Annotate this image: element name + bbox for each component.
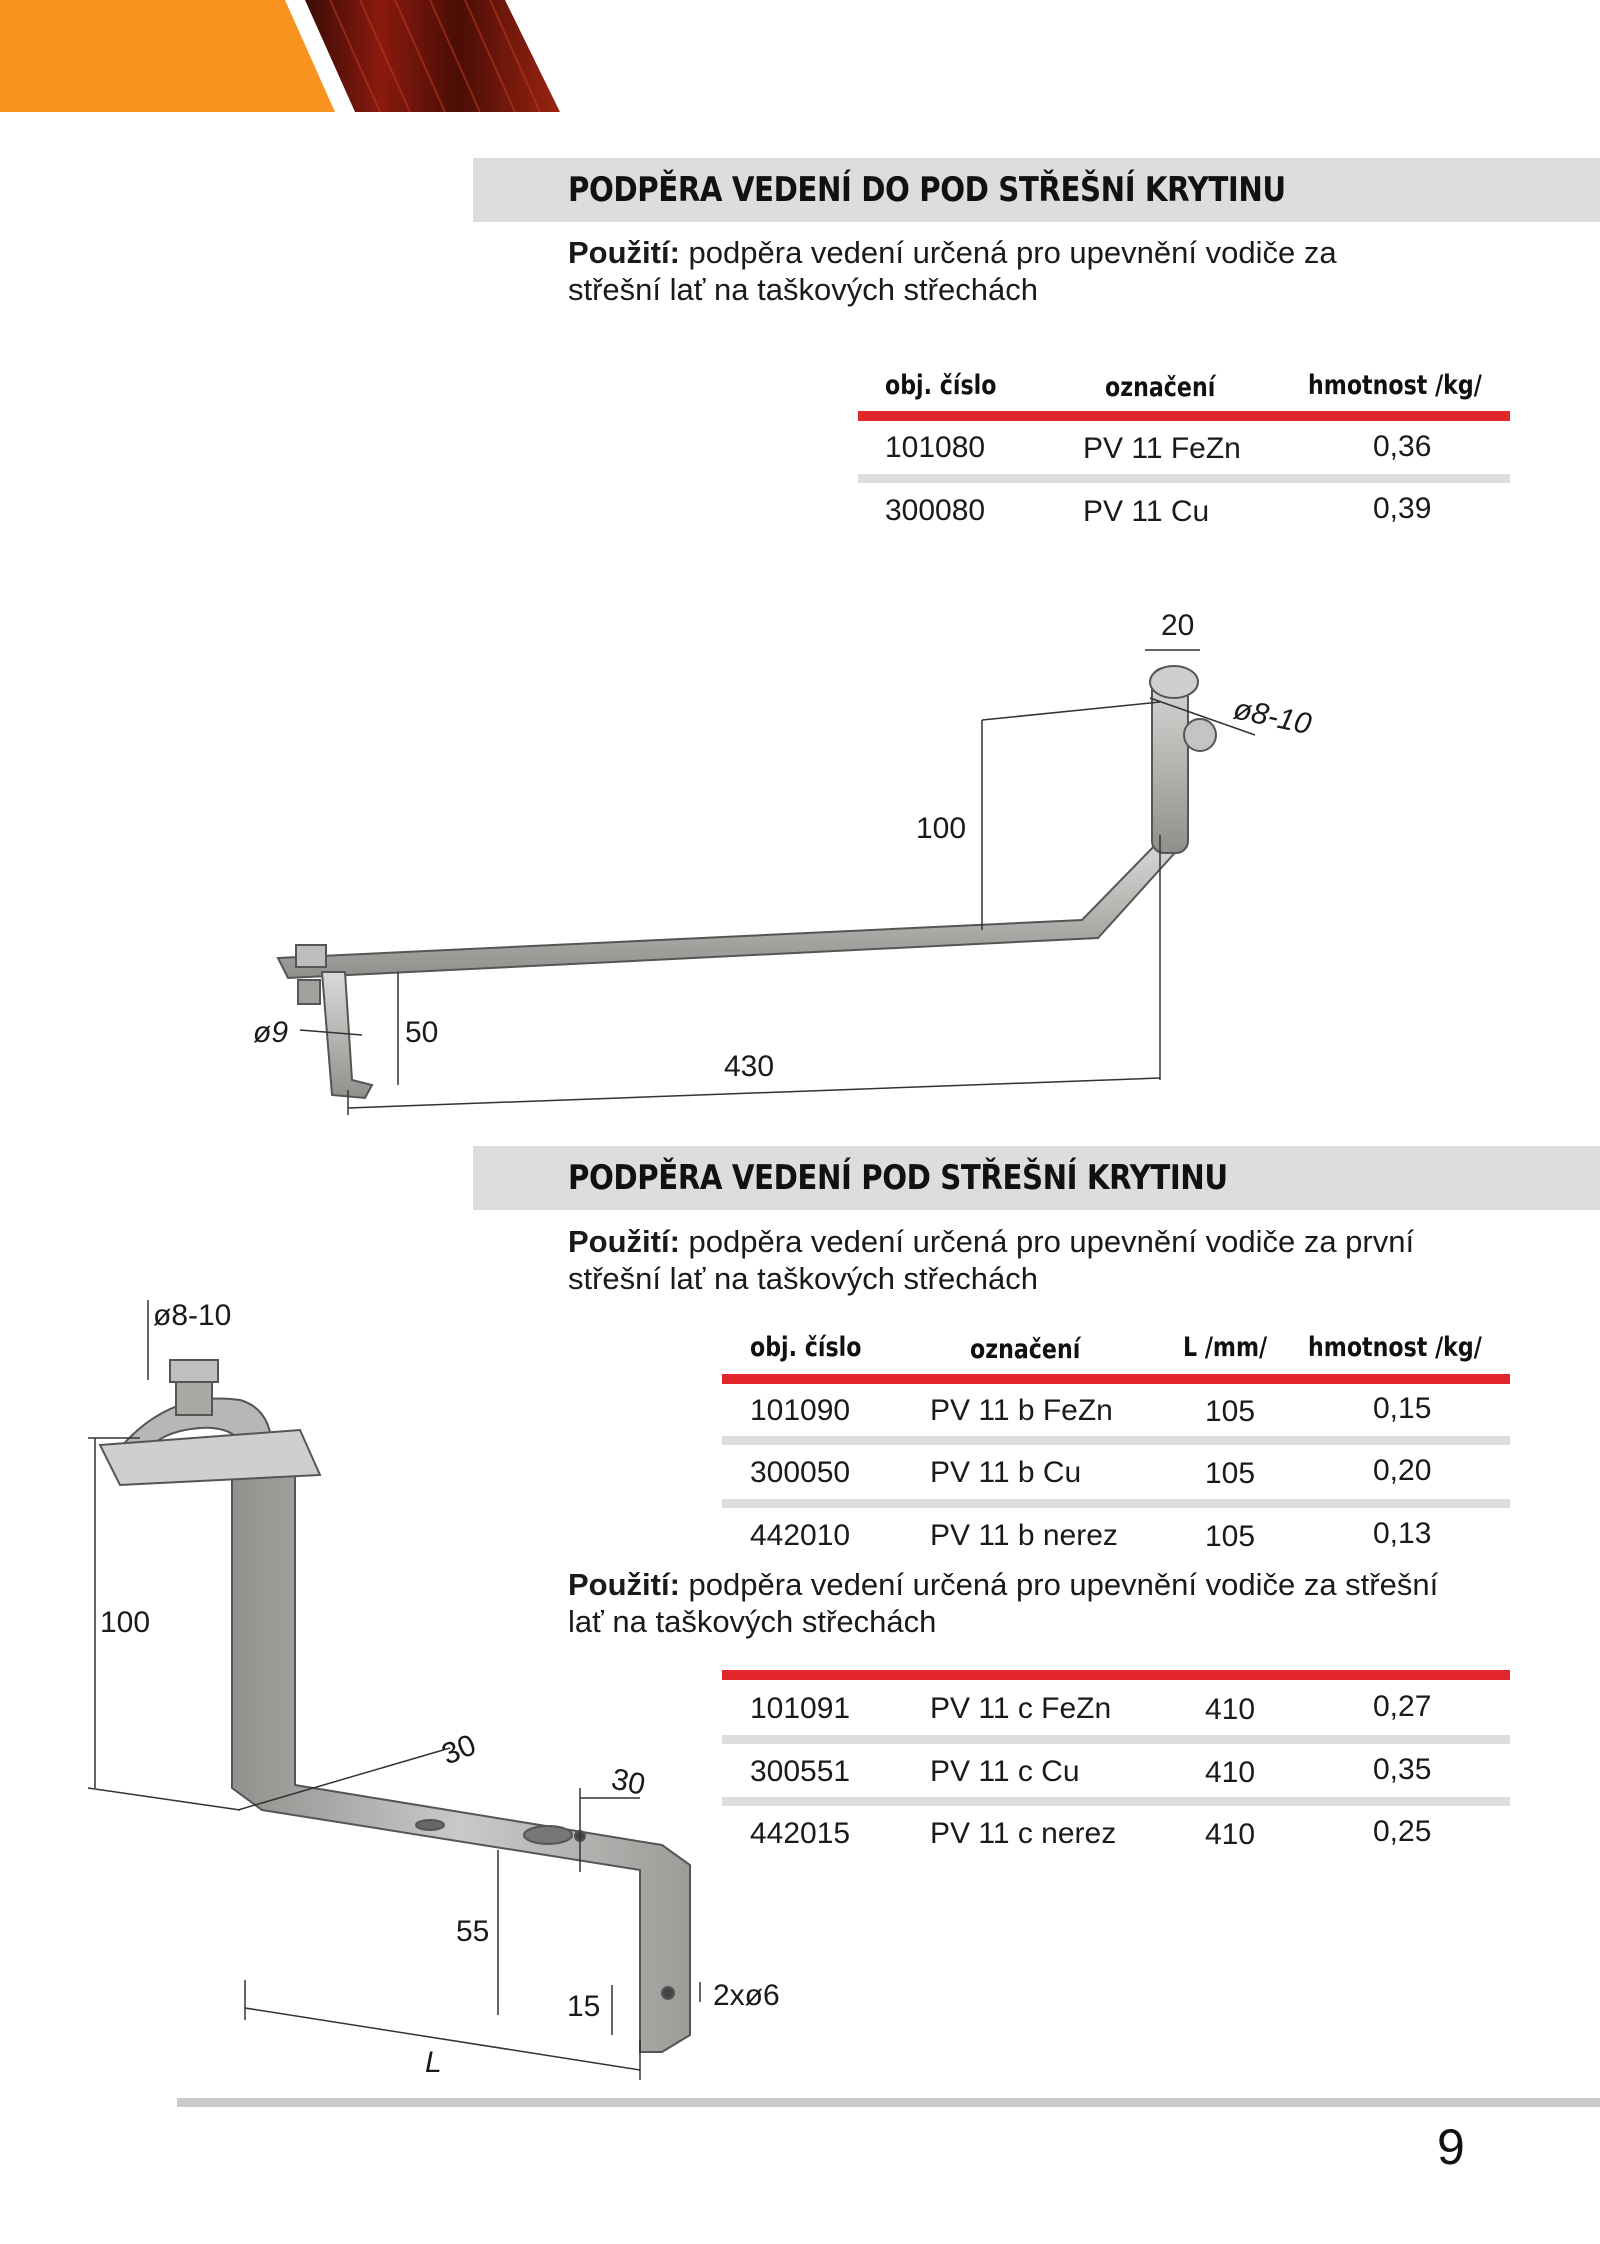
dim-15: 15 <box>567 1990 601 2023</box>
col-header-code: obj. číslo <box>885 370 997 401</box>
cell-weight: 0,36 <box>1373 430 1432 463</box>
cell-code: 101090 <box>750 1394 851 1427</box>
usage-label: Použití: <box>568 1224 680 1259</box>
cell-weight: 0,35 <box>1373 1753 1432 1786</box>
cell-name: PV 11 Cu <box>1083 495 1210 528</box>
col-header-weight: hmotnost /kg/ <box>1308 370 1482 401</box>
row-divider <box>722 1797 1510 1806</box>
cell-code: 300551 <box>750 1755 851 1788</box>
cell-code: 442010 <box>750 1519 851 1552</box>
dimension-lines <box>300 650 1255 1115</box>
usage-text-line2: střešní lať na taškových střechách <box>568 1261 1038 1296</box>
dim-100: 100 <box>100 1606 151 1639</box>
cell-length: 410 <box>1205 1693 1256 1726</box>
cell-name: PV 11 FeZn <box>1083 432 1241 465</box>
cell-weight: 0,13 <box>1373 1517 1432 1550</box>
row-divider <box>722 1499 1510 1508</box>
cell-length: 410 <box>1205 1756 1256 1789</box>
dim-55: 55 <box>456 1915 490 1948</box>
cell-code: 101080 <box>885 431 986 464</box>
dim-50: 50 <box>405 1016 439 1049</box>
dim-diameter-8-10: ø8-10 <box>153 1299 232 1332</box>
usage-label: Použití: <box>568 1567 680 1602</box>
dim-diameter-9: ø9 <box>253 1016 289 1049</box>
cell-length: 410 <box>1205 1818 1256 1851</box>
cell-weight: 0,20 <box>1373 1454 1432 1487</box>
row-divider <box>722 1735 1510 1744</box>
cell-weight: 0,39 <box>1373 492 1432 525</box>
cell-name: PV 11 b FeZn <box>930 1394 1113 1427</box>
dim-2x-diameter-6: 2xø6 <box>713 1979 780 2012</box>
dim-100: 100 <box>916 812 967 845</box>
dim-30-a: 30 <box>437 1728 481 1772</box>
page-number: 9 <box>1437 2119 1465 2175</box>
section1-title: PODPĚRA VEDENÍ DO POD STŘEŠNÍ KRYTINU <box>568 170 1286 210</box>
dim-diameter-8-10: ø8-10 <box>1230 692 1315 742</box>
cell-name: PV 11 c nerez <box>930 1817 1117 1850</box>
dim-430: 430 <box>724 1050 775 1083</box>
footer-rule <box>177 2098 1600 2107</box>
cell-code: 300080 <box>885 494 986 527</box>
bracket-shape <box>100 1360 690 2052</box>
cell-length: 105 <box>1205 1395 1256 1428</box>
cell-code: 101091 <box>750 1692 851 1725</box>
cell-weight: 0,25 <box>1373 1815 1432 1848</box>
col-header-name: označení <box>1105 372 1216 403</box>
dim-L: L <box>425 2046 442 2079</box>
cell-code: 442015 <box>750 1817 851 1850</box>
table-header-rule <box>722 1670 1510 1680</box>
col-header-length: L /mm/ <box>1183 1332 1268 1363</box>
usage-label: Použití: <box>568 235 680 270</box>
table-header-rule <box>722 1374 1510 1384</box>
col-header-name: označení <box>970 1334 1081 1365</box>
section2-title: PODPĚRA VEDENÍ POD STŘEŠNÍ KRYTINU <box>568 1158 1228 1198</box>
row-divider <box>722 1436 1510 1445</box>
usage-text-line1: podpěra vedení určená pro upevnění vodiče za první <box>688 1224 1415 1259</box>
dim-30-b: 30 <box>608 1762 649 1802</box>
cell-length: 105 <box>1205 1520 1256 1553</box>
cell-name: PV 11 b nerez <box>930 1519 1118 1552</box>
section2-technical-drawing <box>0 1280 800 2100</box>
cell-name: PV 11 c FeZn <box>930 1692 1112 1725</box>
col-header-weight: hmotnost /kg/ <box>1308 1332 1482 1363</box>
col-header-code: obj. číslo <box>750 1332 862 1363</box>
cell-weight: 0,15 <box>1373 1392 1432 1425</box>
cell-name: PV 11 c Cu <box>930 1755 1080 1788</box>
usage-text-line2: střešní lať na taškových střechách <box>568 272 1038 307</box>
dim-20: 20 <box>1161 609 1195 642</box>
usage-text-line1: podpěra vedení určená pro upevnění vodiče za <box>688 235 1337 270</box>
cell-code: 300050 <box>750 1456 851 1489</box>
usage-text-line1: podpěra vedení určená pro upevnění vodiče za střešní <box>688 1567 1439 1602</box>
cell-name: PV 11 b Cu <box>930 1456 1082 1489</box>
cell-length: 105 <box>1205 1457 1256 1490</box>
usage-text-line2: lať na taškových střechách <box>568 1604 937 1639</box>
cell-weight: 0,27 <box>1373 1690 1432 1723</box>
